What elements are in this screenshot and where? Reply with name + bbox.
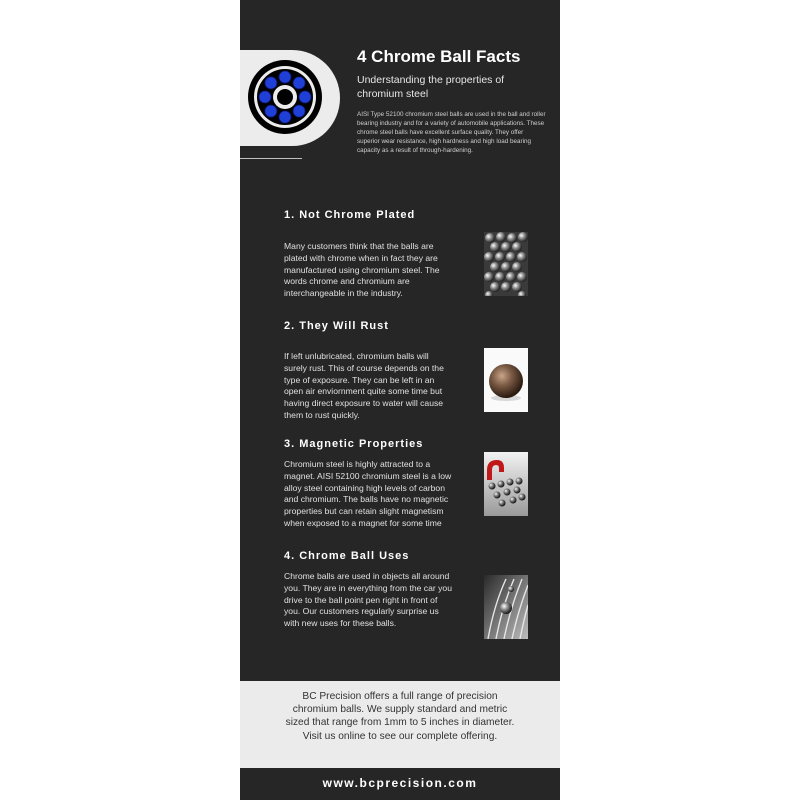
section-heading: 1. Not Chrome Plated [284,209,416,221]
section-heading: 2. They Will Rust [284,320,389,332]
section-body: Many customers think that the balls are plated with chrome when in fact they are manufactured using chromium steel. The words chrome and chromium are interchangeable in the industry. [284,241,440,299]
section-body: Chrome balls are used in objects all around you. They are in everything from the car you drive to the ball point pen right in front of you. Our customers regularly surprise us with new uses for these balls. [284,571,452,629]
ball-track-photo [484,575,528,639]
intro-paragraph: AISI Type 52100 chromium steel balls are used in the ball and roller bearing industry and for a variety of automobile applications. These chrome steel balls have excellent surface quality. They offer superior wear resistance, high hardness and high load bearing capacity as a result of through-hardening. [357,111,546,154]
footer-band [240,681,560,768]
header-divider [240,158,302,159]
logo-tab [240,50,340,146]
section-heading: 3. Magnetic Properties [284,438,424,450]
footer-text: BC Precision offers a full range of precision chromium balls. We supply standard and metric sized that range from 1mm to 5 inches in diameter. Visit us online to see our complete offering. [285,691,515,742]
rusted-ball-photo [484,348,528,412]
section-heading: 4. Chrome Ball Uses [284,550,410,562]
website-link[interactable]: www.bcprecision.com [322,776,478,790]
page-subtitle: Understanding the properties of chromium steel [357,74,505,100]
page-title: 4 Chrome Ball Facts [357,47,521,66]
section-body: Chromium steel is highly attracted to a magnet. AISI 52100 chromium steel is a low alloy steel containing high levels of carbon and chromium. The balls have no magnetic properties but can retain slight magnetism when exposed to a magnet for some time [284,459,452,528]
magnet-balls-photo [484,452,528,516]
ball-bearing-icon [246,58,324,136]
section-body: If left unlubricated, chromium balls will surely rust. This of course depends on the type of exposure. They can be left in an open air enviornment quite some time but having direct exposure to water will cause them to rust quickly. [284,351,444,420]
infographic-poster [240,0,560,800]
steel-balls-photo [484,232,528,296]
